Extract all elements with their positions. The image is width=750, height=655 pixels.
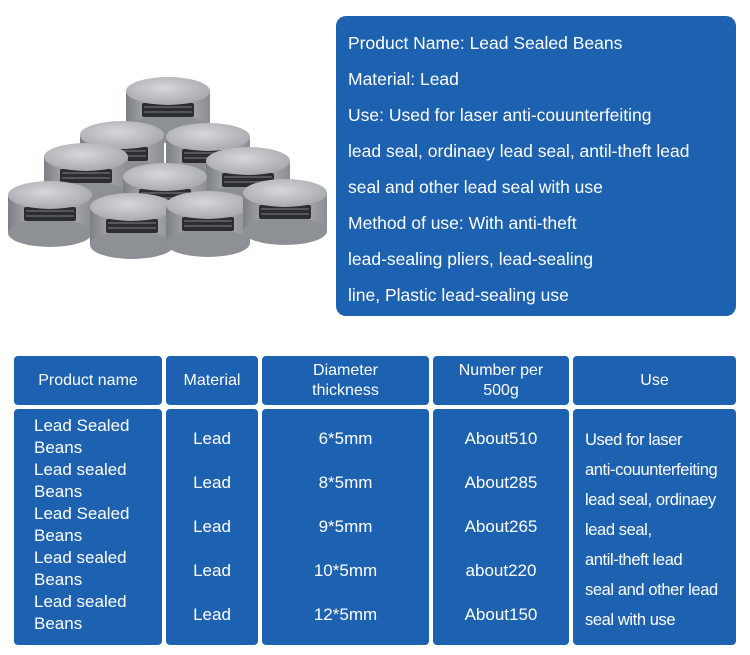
table-cell-name: Lead sealed Beans (34, 548, 127, 589)
info-method-cont-1: lead-sealing pliers, lead-sealing (348, 249, 594, 269)
header-material: Material (166, 356, 258, 405)
info-use-cont-1: lead seal, ordinaey lead seal, antil-theft lead (348, 141, 690, 161)
table-cell-size: 10*5mm (313, 561, 378, 580)
table-cell-number: about220 (465, 561, 537, 580)
table-cell-number: About150 (464, 605, 538, 624)
column-product-name (14, 409, 162, 645)
table-cell-material: Lead (193, 605, 231, 624)
column-use (573, 409, 736, 645)
product-photo (0, 55, 330, 280)
info-method-cont-2: line, Plastic lead-sealing use (348, 285, 569, 305)
table-cell-size: 8*5mm (318, 473, 373, 492)
table-cell-number: About285 (464, 473, 538, 492)
spec-table (14, 356, 736, 645)
table-cell-size: 6*5mm (318, 429, 373, 448)
table-cell-material: Lead (193, 429, 231, 448)
table-cell-size: 9*5mm (318, 517, 373, 536)
table-cell-size: 12*5mm (313, 605, 378, 624)
use-description: Used for laser anti-couunterfeiting lead seal, ordinaey lead seal, antil-theft lead seal and other lead seal with use (585, 431, 718, 629)
column-material (166, 409, 258, 645)
table-cell-material: Lead (193, 473, 231, 492)
info-use-cont-2: seal and other lead seal with use (348, 177, 603, 197)
table-cell-name: Lead Sealed Beans (34, 416, 130, 457)
info-use: Use: Used for laser anti-couunterfeiting (348, 105, 652, 125)
table-cell-number: About265 (464, 517, 538, 536)
header-diameter-thickness: Diameter thickness (262, 356, 429, 405)
table-cell-material: Lead (193, 517, 231, 536)
product-info-panel (336, 16, 736, 316)
info-method: Method of use: With anti-theft (348, 213, 577, 233)
header-product-name: Product name (14, 356, 162, 405)
table-cell-name: Lead sealed Beans (34, 592, 127, 633)
table-cell-material: Lead (193, 561, 231, 580)
info-material: Material: Lead (348, 69, 459, 89)
column-number-per-500g (433, 409, 569, 645)
table-cell-number: About510 (464, 429, 538, 448)
header-number-per-500g: Number per 500g (433, 356, 569, 405)
header-use: Use (573, 356, 736, 405)
column-diameter-thickness (262, 409, 429, 645)
table-cell-name: Lead sealed Beans (34, 460, 127, 501)
table-cell-name: Lead Sealed Beans (34, 504, 130, 545)
info-product-name: Product Name: Lead Sealed Beans (348, 33, 623, 53)
